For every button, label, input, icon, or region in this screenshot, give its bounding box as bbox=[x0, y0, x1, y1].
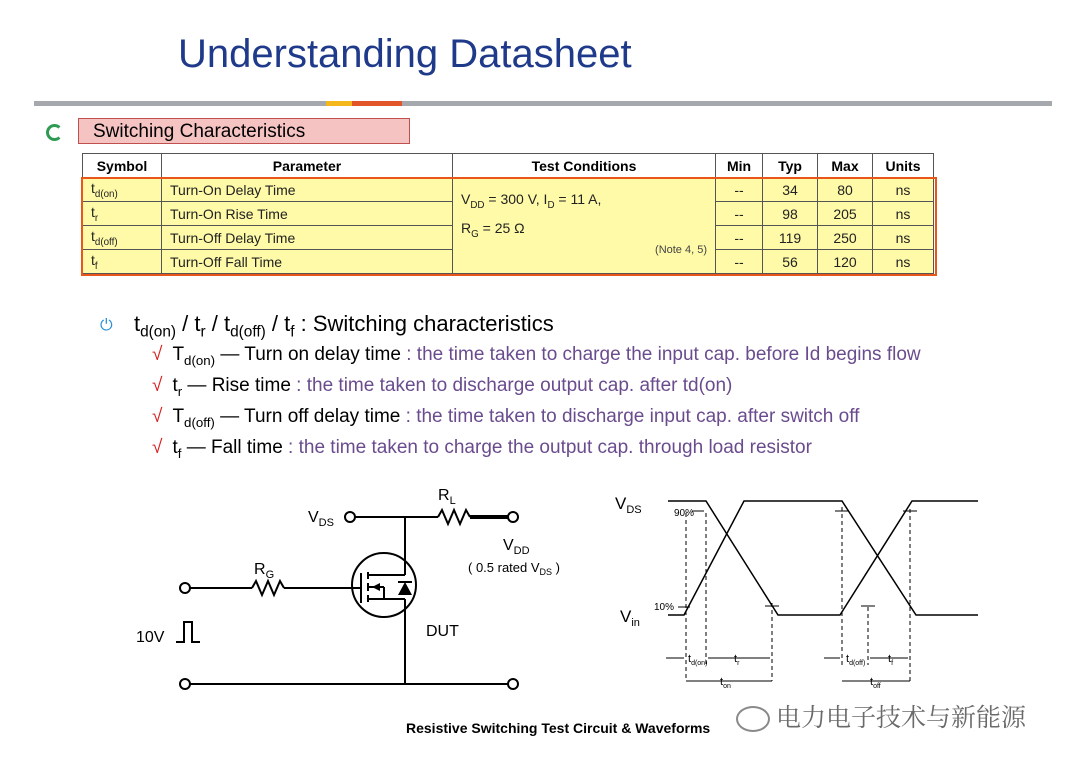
list-item: √ $T_{d(off)}$ — Turn off delay time : the time taken to discharge input cap. after switch off bbox=[152, 406, 860, 430]
label-tdon: $t_{d(on)}$ bbox=[688, 653, 708, 667]
cell-symbol: $t_f$ bbox=[83, 250, 162, 274]
wave-vin-label: $V_{in}$ bbox=[620, 607, 640, 629]
label-10pct: 10% bbox=[654, 602, 675, 613]
cell-units: ns bbox=[873, 226, 934, 250]
cell-max: 80 bbox=[818, 178, 873, 202]
cell-max: 250 bbox=[818, 226, 873, 250]
list-item: √ $t_f$ — Fall time : the time taken to charge the output cap. through load resistor bbox=[152, 437, 812, 461]
vds-label: $V_{DS}$ bbox=[308, 509, 334, 529]
check-icon: √ bbox=[152, 406, 163, 427]
header-max: Max bbox=[818, 154, 873, 178]
section-label: Switching Characteristics bbox=[78, 118, 410, 144]
watermark: 电力电子技术与新能源 bbox=[736, 698, 1026, 734]
list-item: √ $t_r$ — Rise time : the time taken to discharge output cap. after td(on) bbox=[152, 375, 733, 399]
cell-min: -- bbox=[716, 178, 763, 202]
cell-typ: 56 bbox=[763, 250, 818, 274]
figure-caption: Resistive Switching Test Circuit & Waveforms bbox=[406, 720, 711, 736]
cell-min: -- bbox=[716, 250, 763, 274]
cell-typ: 98 bbox=[763, 202, 818, 226]
header-min: Min bbox=[716, 154, 763, 178]
header-parameter: Parameter bbox=[162, 154, 453, 178]
switching-spec-table bbox=[82, 153, 934, 274]
vdd-label: $V_{DD}$ bbox=[503, 537, 530, 557]
cell-parameter: Turn-Off Delay Time bbox=[162, 226, 453, 250]
cell-min: -- bbox=[716, 202, 763, 226]
cell-parameter: Turn-On Delay Time bbox=[162, 178, 453, 202]
label-tdoff: $t_{d(off)}$ bbox=[846, 653, 866, 667]
header-units: Units bbox=[873, 154, 934, 178]
table-header-row bbox=[83, 154, 934, 178]
rl-label: $R_L$ bbox=[438, 487, 456, 507]
cell-max: 120 bbox=[818, 250, 873, 274]
test-circuit-diagram bbox=[120, 480, 590, 695]
title-divider bbox=[34, 101, 1052, 106]
cell-units: ns bbox=[873, 178, 934, 202]
cell-max: 205 bbox=[818, 202, 873, 226]
cell-typ: 34 bbox=[763, 178, 818, 202]
check-icon: √ bbox=[152, 344, 163, 365]
cell-units: ns bbox=[873, 250, 934, 274]
cell-min: -- bbox=[716, 226, 763, 250]
header-symbol: Symbol bbox=[83, 154, 162, 178]
list-item: √ $T_{d(on)}$ — Turn on delay time : the time taken to charge the input cap. before Id begins flow bbox=[152, 344, 921, 368]
rg-label: $R_G$ bbox=[254, 561, 275, 581]
power-bullet-icon: ⏻ bbox=[100, 317, 113, 334]
divider-accent-orange bbox=[352, 101, 402, 106]
cell-symbol: $t_{d(off)}$ bbox=[83, 226, 162, 250]
table-row bbox=[83, 178, 934, 202]
vdd-note: ( 0.5 rated $V_{DS}$ ) bbox=[468, 560, 561, 577]
note-ref: (Note 4, 5) bbox=[655, 244, 707, 256]
ring-bullet-icon bbox=[46, 124, 63, 141]
cell-test-conditions bbox=[453, 178, 716, 274]
cell-symbol: $t_r$ bbox=[83, 202, 162, 226]
subheading: $t_{d(on)} / t_r / t_{d(off)} / t_f$ : Switching characteristics bbox=[134, 311, 554, 341]
header-typ: Typ bbox=[763, 154, 818, 178]
condition-line-1: $V_{DD} = 300$ V, $I_D = 11$ A, bbox=[461, 191, 602, 211]
label-toff: $t_{off}$ bbox=[870, 676, 881, 690]
cell-symbol: $t_{d(on)}$ bbox=[83, 178, 162, 202]
divider-accent-yellow bbox=[326, 101, 352, 106]
wave-vds-label: $V_{DS}$ bbox=[615, 494, 642, 516]
label-tf: $t_f$ bbox=[888, 653, 894, 667]
label-ton: $t_{on}$ bbox=[720, 676, 731, 690]
cell-parameter: Turn-Off Fall Time bbox=[162, 250, 453, 274]
wechat-icon bbox=[736, 706, 770, 732]
condition-line-2: $R_G = 25$ Ω bbox=[461, 219, 525, 240]
pulse-label: 10V bbox=[136, 629, 165, 646]
check-icon: √ bbox=[152, 437, 163, 458]
switching-waveform-diagram bbox=[610, 485, 982, 695]
check-icon: √ bbox=[152, 375, 163, 396]
header-test-conditions: Test Conditions bbox=[453, 154, 716, 178]
dut-label: DUT bbox=[426, 623, 459, 640]
page-title: Understanding Datasheet bbox=[178, 32, 632, 76]
cell-typ: 119 bbox=[763, 226, 818, 250]
cell-parameter: Turn-On Rise Time bbox=[162, 202, 453, 226]
label-tr: $t_r$ bbox=[734, 653, 740, 667]
label-90pct: 90% bbox=[674, 508, 695, 519]
cell-units: ns bbox=[873, 202, 934, 226]
